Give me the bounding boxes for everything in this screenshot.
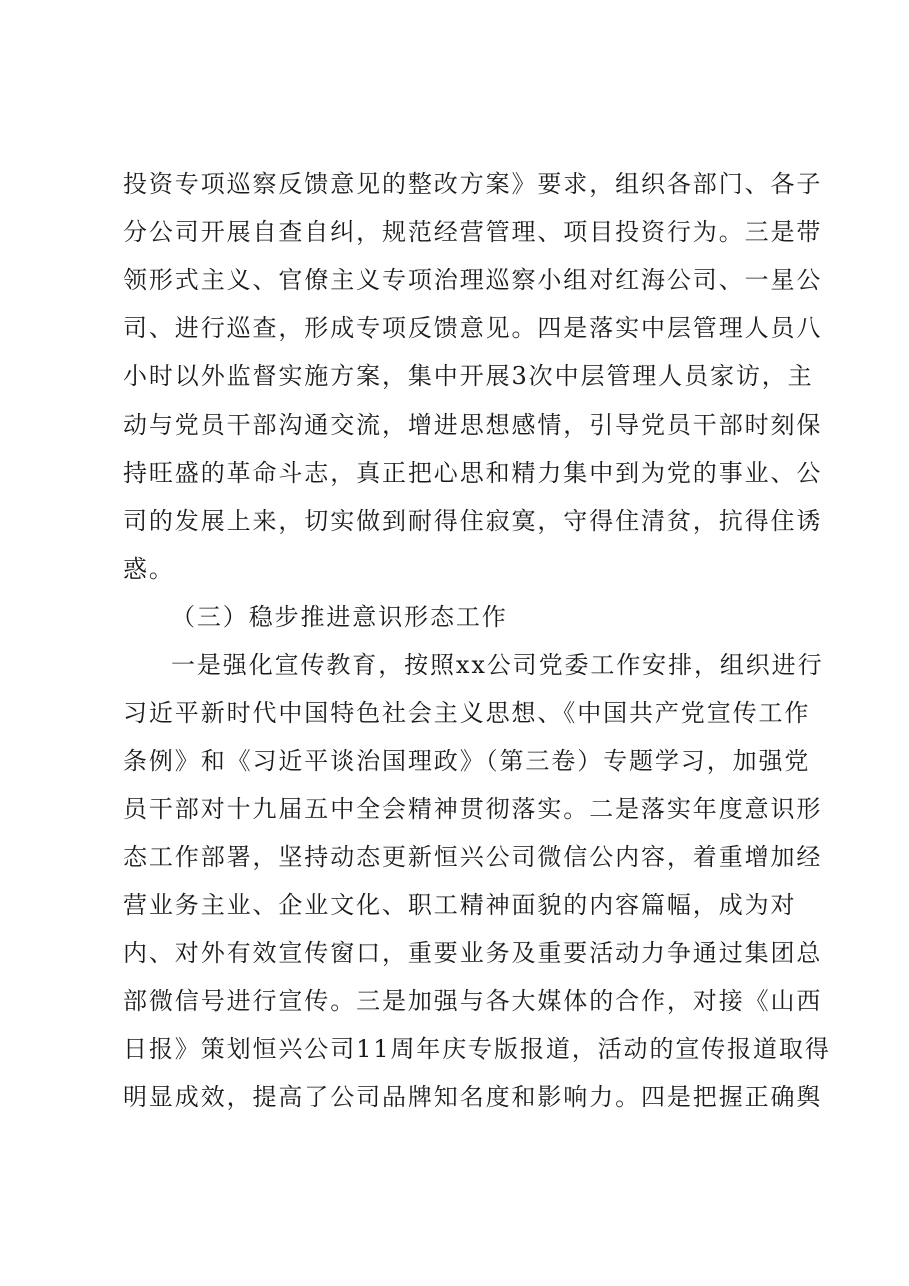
paragraph-line: 部微信号进行宣传。三是加强与各大媒体的合作，对接《山西 [123,987,823,1015]
paragraph-line: 条例》和《习近平谈治国理政》（第三卷）专题学习，加强党 [123,747,811,775]
paragraph-line: 惑。 [123,555,175,583]
section-heading: （三）稳步推进意识形态工作 [171,603,508,631]
paragraph-line: 分公司开展自查自纠，规范经营管理、项目投资行为。三是带 [123,218,823,246]
paragraph-line: 小时以外监督实施方案，集中开展3次中层管理人员家访，主 [123,362,814,390]
paragraph-line: 动与党员干部沟通交流，增进思想感情，引导党员干部时刻保 [123,411,823,439]
paragraph-line: 司的发展上来，切实做到耐得住寂寞，守得住清贫，抗得住诱 [123,507,823,535]
paragraph-line: 领形式主义、官僚主义专项治理巡察小组对红海公司、一星公 [123,266,823,294]
paragraph-line: 司、进行巡查，形成专项反馈意见。四是落实中层管理人员八 [123,314,823,342]
paragraph-line: 持旺盛的革命斗志，真正把心思和精力集中到为党的事业、公 [123,459,823,487]
paragraph-line: 一是强化宣传教育，按照xx公司党委工作安排，组织进行 [171,651,824,679]
paragraph-line: 态工作部署，坚持动态更新恒兴公司微信公内容，着重增加经 [123,843,823,871]
paragraph-line: 明显成效，提高了公司品牌知名度和影响力。四是把握正确舆 [123,1083,823,1111]
paragraph-line: 日报》策划恒兴公司11周年庆专版报道，活动的宣传报道取得 [123,1035,831,1063]
paragraph-line: 习近平新时代中国特色社会主义思想、《中国共产党宣传工作 [123,699,811,727]
paragraph-line: 营业务主业、企业文化、职工精神面貌的内容篇幅，成为对 [123,891,797,919]
paragraph-line: 内、对外有效宣传窗口，重要业务及重要活动力争通过集团总 [123,939,823,967]
paragraph-line: 员干部对十九届五中全会精神贯彻落实。二是落实年度意识形 [123,795,823,823]
paragraph-line: 投资专项巡察反馈意见的整改方案》要求，组织各部门、各子 [123,170,823,198]
